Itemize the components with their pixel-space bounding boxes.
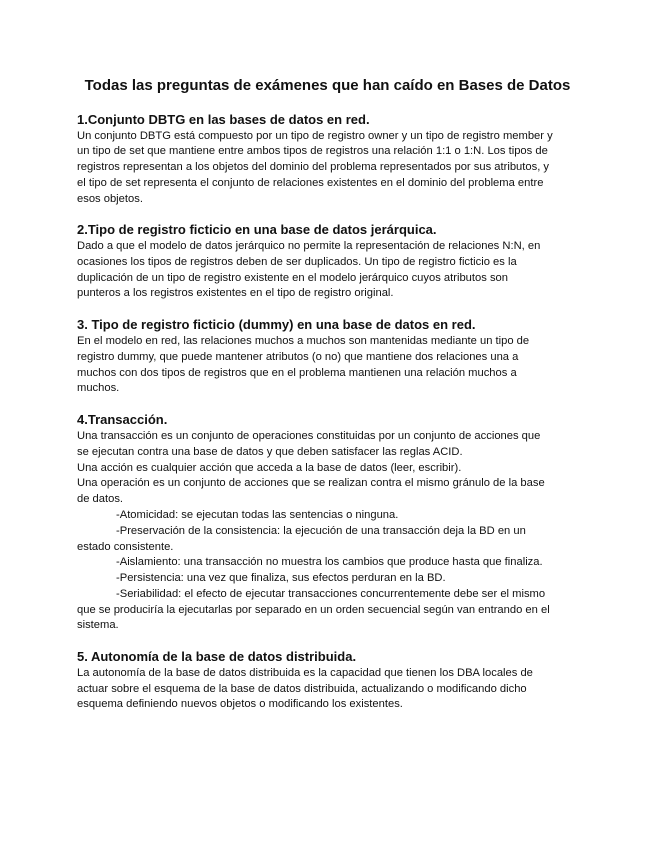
section-4-line: Una operación es un conjunto de acciones que se realizan contra el mismo gránulo de la base [77,477,545,489]
section-4-line: que se produciría la ejecutarlas por separado en un orden secuencial según van entrando en el [77,604,550,616]
section-1-line: el tipo de set representa el conjunto de relaciones existentes en el dominio del problema entre [77,177,544,189]
section-3-line: registro dummy, que puede mantener atributos (o no) que mantiene dos relaciones una a [77,351,519,363]
section-4-line: estado consistente. [77,541,174,553]
section-4-line: se ejecutan contra una base de datos y que deben satisfacer las reglas ACID. [77,446,463,458]
section-2-line: ocasiones los tipos de registros deben de ser duplicados. Un tipo de registro ficticio es la [77,256,517,268]
section-4-line: Una transacción es un conjunto de operaciones constituidas por un conjunto de acciones que [77,430,541,442]
acid-property-line: -Preservación de la consistencia: la ejecución de una transacción deja la BD en un [116,525,526,537]
section-2-line: punteros a los registros existentes en el tipo de registro original. [77,287,394,299]
section-4-line: Una acción es cualquier acción que acceda a la base de datos (leer, escribir). [77,462,462,474]
section-1-heading: 1.Conjunto DBTG en las bases de datos en red. [77,112,370,127]
section-3-line: muchos. [77,382,120,394]
section-5-heading: 5. Autonomía de la base de datos distribuida. [77,649,357,664]
document-title: Todas las preguntas de exámenes que han caído en Bases de Datos [84,77,571,94]
acid-property-line: -Aislamiento: una transacción no muestra los cambios que produce hasta que finaliza. [116,556,543,568]
section-1-line: esos objetos. [77,193,143,205]
section-2-line: Dado a que el modelo de datos jerárquico no permite la representación de relaciones N:N, en [77,240,541,252]
section-5-line: actuar sobre el esquema de la base de datos distribuida, actualizando o modificando dicho [77,683,527,695]
section-1-line: un tipo de set que mantiene entre ambos tipos de registros una relación 1:1 o 1:N. Los tipos de [77,145,548,157]
section-5-line: esquema definiendo nuevos objetos o modificando los existentes. [77,698,403,710]
section-4-line: sistema. [77,619,119,631]
section-4-heading: 4.Transacción. [77,412,168,427]
acid-property-line: -Persistencia: una vez que finaliza, sus efectos perduran en la BD. [116,572,446,584]
section-2-line: duplicación de un tipo de registro existente en el modelo jerárquico cuyos atributos son [77,272,508,284]
section-2-heading: 2.Tipo de registro ficticio en una base de datos jerárquica. [77,222,437,237]
section-3-line: En el modelo en red, las relaciones muchos a muchos son mantenidas mediante un tipo de [77,335,530,347]
section-4-line: de datos. [77,493,124,505]
acid-property-line: -Seriabilidad: el efecto de ejecutar transacciones concurrentemente debe ser el mismo [116,588,546,600]
section-3-heading: 3. Tipo de registro ficticio (dummy) en una base de datos en red. [77,317,476,332]
section-3-line: muchos con dos tipos de registros que en el problema mantienen una relación muchos a [77,367,517,379]
section-5-line: La autonomía de la base de datos distribuida es la capacidad que tienen los DBA locales de [77,667,533,679]
section-1-line: registros representan a los objetos del dominio del problema representados por sus atributos, y [77,161,549,173]
section-1-line: Un conjunto DBTG está compuesto por un tipo de registro owner y un tipo de registro member y [77,130,553,142]
acid-property-line: -Atomicidad: se ejecutan todas las sentencias o ninguna. [116,509,399,521]
